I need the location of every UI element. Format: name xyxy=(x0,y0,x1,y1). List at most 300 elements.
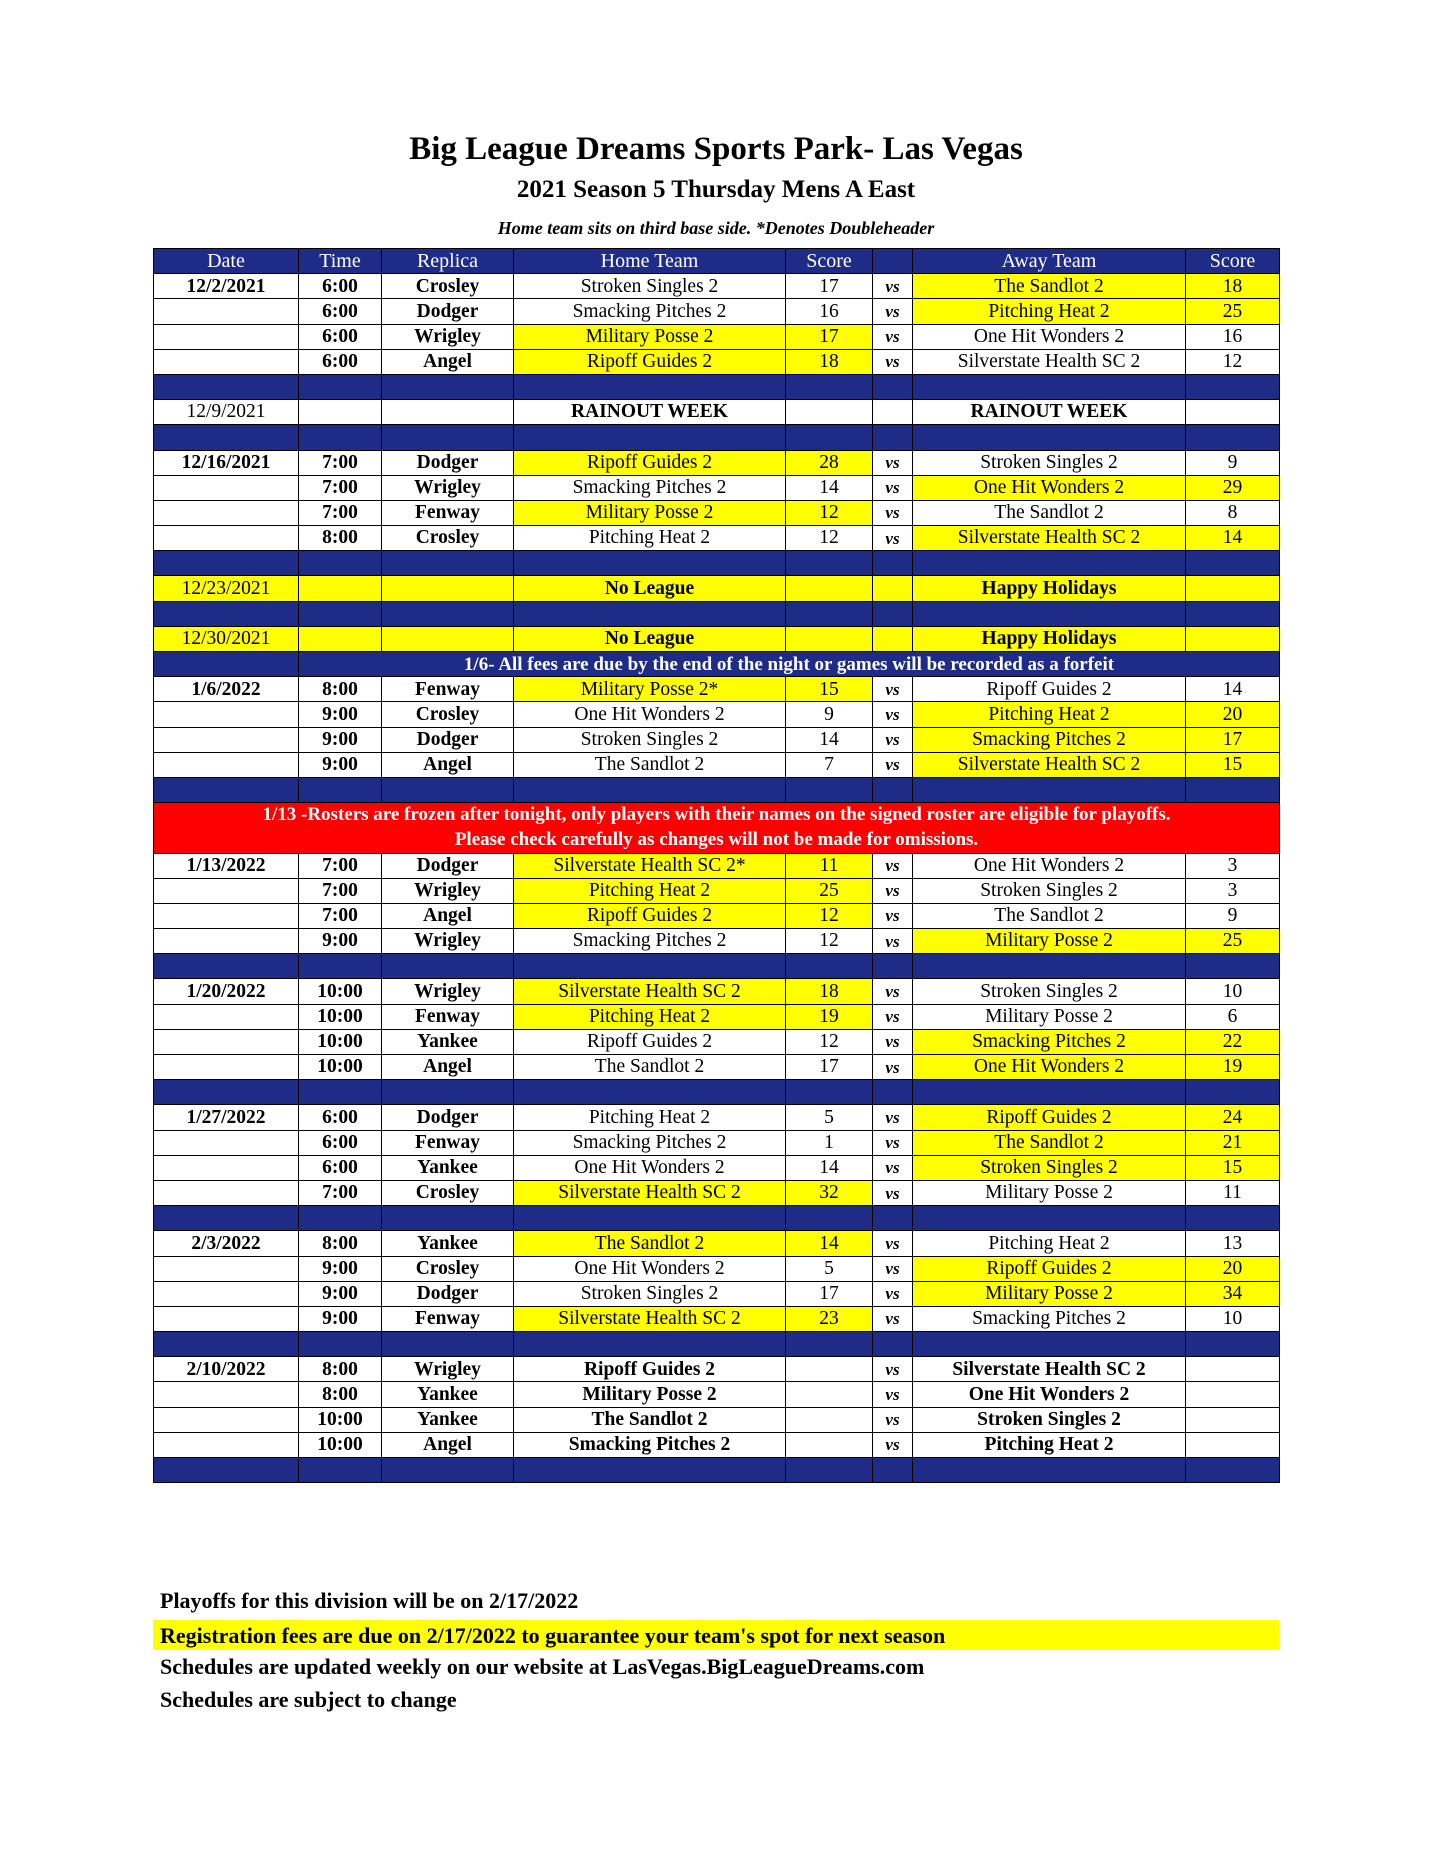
vs-cell: vs xyxy=(873,475,913,500)
game-row xyxy=(154,929,1280,954)
vs-cell: vs xyxy=(873,1029,913,1054)
time-cell: 6:00 xyxy=(299,1130,382,1155)
separator-cell xyxy=(786,1206,873,1231)
date-cell xyxy=(154,1155,299,1180)
away-team-cell: One Hit Wonders 2 xyxy=(913,1055,1186,1080)
vs-cell: vs xyxy=(873,1231,913,1256)
separator-row xyxy=(154,601,1280,626)
away-score-cell xyxy=(1186,626,1280,651)
date-cell: 1/27/2022 xyxy=(154,1105,299,1130)
time-cell: 9:00 xyxy=(299,752,382,777)
date-cell xyxy=(154,526,299,551)
date-cell xyxy=(154,1281,299,1306)
home-team-cell: Silverstate Health SC 2 xyxy=(514,979,786,1004)
separator-cell xyxy=(154,777,299,802)
time-cell xyxy=(299,626,382,651)
date-cell xyxy=(154,1029,299,1054)
home-score-cell: 11 xyxy=(786,853,873,878)
away-score-cell: 15 xyxy=(1186,1155,1280,1180)
home-team-cell: Ripoff Guides 2 xyxy=(514,1029,786,1054)
away-score-cell xyxy=(1186,1357,1280,1382)
time-cell: 9:00 xyxy=(299,727,382,752)
game-row xyxy=(154,727,1280,752)
date-cell xyxy=(154,1407,299,1432)
separator-cell xyxy=(913,954,1186,979)
separator-cell xyxy=(514,601,786,626)
home-team-cell: The Sandlot 2 xyxy=(514,752,786,777)
away-team-cell: Stroken Singles 2 xyxy=(913,878,1186,903)
away-score-cell xyxy=(1186,400,1280,425)
separator-cell xyxy=(154,1206,299,1231)
separator-cell xyxy=(873,551,913,576)
away-team-cell: Stroken Singles 2 xyxy=(913,1155,1186,1180)
date-cell xyxy=(154,1004,299,1029)
home-team-cell: Stroken Singles 2 xyxy=(514,727,786,752)
game-row xyxy=(154,1306,1280,1331)
vs-cell: vs xyxy=(873,752,913,777)
game-row xyxy=(154,1180,1280,1205)
column-header: Score xyxy=(786,249,873,274)
separator-row xyxy=(154,374,1280,399)
replica-cell xyxy=(382,626,514,651)
home-team-cell: The Sandlot 2 xyxy=(514,1231,786,1256)
away-score-cell: 18 xyxy=(1186,274,1280,299)
replica-cell: Fenway xyxy=(382,1004,514,1029)
away-score-cell: 10 xyxy=(1186,1306,1280,1331)
time-cell: 7:00 xyxy=(299,500,382,525)
time-cell: 7:00 xyxy=(299,1180,382,1205)
date-cell: 1/13/2022 xyxy=(154,853,299,878)
replica-cell: Wrigley xyxy=(382,475,514,500)
replica-cell: Yankee xyxy=(382,1407,514,1432)
home-team-cell: Pitching Heat 2 xyxy=(514,878,786,903)
home-score-cell xyxy=(786,400,873,425)
home-team-cell: Smacking Pitches 2 xyxy=(514,299,786,324)
away-score-cell: 19 xyxy=(1186,1055,1280,1080)
notice-text: 1/6- All fees are due by the end of the night or games will be recorded as a forfeit xyxy=(299,652,1280,677)
date-cell: 12/16/2021 xyxy=(154,450,299,475)
away-score-cell: 11 xyxy=(1186,1180,1280,1205)
replica-cell: Crosley xyxy=(382,1180,514,1205)
away-score-cell: 21 xyxy=(1186,1130,1280,1155)
away-team-cell: Silverstate Health SC 2 xyxy=(913,1357,1186,1382)
replica-cell: Angel xyxy=(382,1055,514,1080)
home-score-cell: 17 xyxy=(786,1055,873,1080)
separator-cell xyxy=(913,601,1186,626)
separator-cell xyxy=(873,1458,913,1483)
separator-cell xyxy=(1186,374,1280,399)
registration-note xyxy=(153,1620,1279,1650)
home-score-cell: 12 xyxy=(786,903,873,928)
away-team-cell: Stroken Singles 2 xyxy=(913,450,1186,475)
time-cell: 8:00 xyxy=(299,526,382,551)
away-team-cell: One Hit Wonders 2 xyxy=(913,1382,1186,1407)
separator-cell xyxy=(154,601,299,626)
separator-cell xyxy=(514,1332,786,1357)
away-score-cell xyxy=(1186,1407,1280,1432)
home-team-cell: RAINOUT WEEK xyxy=(514,400,786,425)
column-header: Date xyxy=(154,249,299,274)
date-cell xyxy=(154,1382,299,1407)
replica-cell: Dodger xyxy=(382,727,514,752)
home-team-cell: Smacking Pitches 2 xyxy=(514,1432,786,1457)
separator-row xyxy=(154,1206,1280,1231)
replica-cell xyxy=(382,576,514,601)
replica-cell: Angel xyxy=(382,903,514,928)
separator-cell xyxy=(873,601,913,626)
away-team-cell: The Sandlot 2 xyxy=(913,1130,1186,1155)
home-team-cell: Military Posse 2* xyxy=(514,677,786,702)
away-team-cell: Pitching Heat 2 xyxy=(913,1432,1186,1457)
away-team-cell: Smacking Pitches 2 xyxy=(913,727,1186,752)
time-cell: 10:00 xyxy=(299,979,382,1004)
game-row xyxy=(154,1130,1280,1155)
away-score-cell: 15 xyxy=(1186,752,1280,777)
separator-cell xyxy=(873,1206,913,1231)
time-cell: 6:00 xyxy=(299,299,382,324)
home-team-cell: The Sandlot 2 xyxy=(514,1407,786,1432)
time-cell: 10:00 xyxy=(299,1432,382,1457)
replica-cell: Angel xyxy=(382,752,514,777)
time-cell: 9:00 xyxy=(299,1306,382,1331)
registration-note-text: Registration fees are due on 2/17/2022 to guarantee your team's spot for next season xyxy=(160,1623,946,1648)
date-cell xyxy=(154,1180,299,1205)
vs-cell: vs xyxy=(873,1281,913,1306)
game-row xyxy=(154,1029,1280,1054)
game-row xyxy=(154,752,1280,777)
home-team-cell: Ripoff Guides 2 xyxy=(514,1357,786,1382)
home-team-cell: No League xyxy=(514,626,786,651)
vs-cell xyxy=(873,400,913,425)
game-row xyxy=(154,853,1280,878)
away-score-cell: 9 xyxy=(1186,450,1280,475)
away-team-cell: Smacking Pitches 2 xyxy=(913,1306,1186,1331)
separator-cell xyxy=(913,425,1186,450)
time-cell xyxy=(299,400,382,425)
vs-cell: vs xyxy=(873,677,913,702)
away-score-cell: 34 xyxy=(1186,1281,1280,1306)
game-row xyxy=(154,274,1280,299)
away-team-cell: One Hit Wonders 2 xyxy=(913,324,1186,349)
replica-cell: Wrigley xyxy=(382,324,514,349)
separator-cell xyxy=(299,551,382,576)
date-cell xyxy=(154,727,299,752)
vs-cell: vs xyxy=(873,1105,913,1130)
away-team-cell: The Sandlot 2 xyxy=(913,274,1186,299)
away-score-cell: 3 xyxy=(1186,853,1280,878)
replica-cell: Angel xyxy=(382,1432,514,1457)
away-score-cell: 14 xyxy=(1186,677,1280,702)
game-row xyxy=(154,475,1280,500)
home-score-cell: 7 xyxy=(786,752,873,777)
website-note: Schedules are updated weekly on our website at LasVegas.BigLeagueDreams.com xyxy=(160,1654,925,1679)
vs-cell: vs xyxy=(873,1306,913,1331)
away-score-cell: 20 xyxy=(1186,1256,1280,1281)
page-subtitle: 2021 Season 5 Thursday Mens A East xyxy=(516,176,916,203)
vs-cell: vs xyxy=(873,450,913,475)
game-row xyxy=(154,324,1280,349)
home-score-cell xyxy=(786,576,873,601)
separator-cell xyxy=(382,374,514,399)
vs-cell: vs xyxy=(873,1357,913,1382)
home-score-cell: 16 xyxy=(786,299,873,324)
playoffs-note: Playoffs for this division will be on 2/17/2022 xyxy=(160,1588,579,1613)
separator-cell xyxy=(514,374,786,399)
away-score-cell: 14 xyxy=(1186,526,1280,551)
away-score-cell: 9 xyxy=(1186,903,1280,928)
separator-cell xyxy=(382,1080,514,1105)
notice-date-cell xyxy=(154,652,299,677)
home-team-cell: No League xyxy=(514,576,786,601)
home-team-cell: Smacking Pitches 2 xyxy=(514,1130,786,1155)
separator-cell xyxy=(299,374,382,399)
separator-cell xyxy=(913,374,1186,399)
away-score-cell: 17 xyxy=(1186,727,1280,752)
vs-cell: vs xyxy=(873,1256,913,1281)
date-cell: 2/3/2022 xyxy=(154,1231,299,1256)
game-row xyxy=(154,1407,1280,1432)
vs-cell: vs xyxy=(873,1155,913,1180)
replica-cell: Dodger xyxy=(382,450,514,475)
home-team-cell: The Sandlot 2 xyxy=(514,1055,786,1080)
alert-text-line: 1/13 -Rosters are frozen after tonight, only players with their names on the signed roster are eligible for playoffs. xyxy=(262,804,1171,826)
separator-cell xyxy=(154,954,299,979)
separator-cell xyxy=(1186,1080,1280,1105)
date-cell: 12/23/2021 xyxy=(154,576,299,601)
time-cell: 7:00 xyxy=(299,878,382,903)
replica-cell: Fenway xyxy=(382,1130,514,1155)
away-score-cell: 29 xyxy=(1186,475,1280,500)
separator-cell xyxy=(514,777,786,802)
separator-cell xyxy=(913,1458,1186,1483)
game-row xyxy=(154,1231,1280,1256)
notice-row xyxy=(154,652,1280,677)
time-cell: 9:00 xyxy=(299,1256,382,1281)
home-team-cell: Silverstate Health SC 2* xyxy=(514,853,786,878)
home-team-cell: One Hit Wonders 2 xyxy=(514,702,786,727)
away-team-cell: The Sandlot 2 xyxy=(913,500,1186,525)
replica-cell: Wrigley xyxy=(382,929,514,954)
separator-cell xyxy=(299,954,382,979)
vs-cell xyxy=(873,576,913,601)
away-team-cell: Military Posse 2 xyxy=(913,1180,1186,1205)
separator-cell xyxy=(382,777,514,802)
game-row xyxy=(154,299,1280,324)
time-cell: 6:00 xyxy=(299,324,382,349)
replica-cell: Crosley xyxy=(382,274,514,299)
game-row xyxy=(154,1256,1280,1281)
game-row xyxy=(154,1382,1280,1407)
away-score-cell: 6 xyxy=(1186,1004,1280,1029)
home-team-cell: Smacking Pitches 2 xyxy=(514,475,786,500)
alert-cell xyxy=(154,803,1280,853)
away-score-cell: 25 xyxy=(1186,929,1280,954)
away-team-cell: RAINOUT WEEK xyxy=(913,400,1186,425)
vs-cell: vs xyxy=(873,1004,913,1029)
separator-row xyxy=(154,551,1280,576)
game-row xyxy=(154,702,1280,727)
replica-cell: Yankee xyxy=(382,1382,514,1407)
date-cell xyxy=(154,878,299,903)
separator-cell xyxy=(1186,425,1280,450)
separator-cell xyxy=(514,1458,786,1483)
separator-cell xyxy=(913,1080,1186,1105)
replica-cell: Crosley xyxy=(382,702,514,727)
away-team-cell: Pitching Heat 2 xyxy=(913,299,1186,324)
separator-cell xyxy=(154,1458,299,1483)
away-team-cell: Military Posse 2 xyxy=(913,1004,1186,1029)
home-score-cell: 17 xyxy=(786,1281,873,1306)
separator-cell xyxy=(786,601,873,626)
separator-cell xyxy=(514,954,786,979)
date-cell xyxy=(154,1055,299,1080)
date-cell xyxy=(154,929,299,954)
separator-cell xyxy=(514,551,786,576)
date-cell: 12/2/2021 xyxy=(154,274,299,299)
separator-cell xyxy=(299,1080,382,1105)
home-score-cell: 12 xyxy=(786,526,873,551)
separator-cell xyxy=(873,1080,913,1105)
away-team-cell: One Hit Wonders 2 xyxy=(913,475,1186,500)
date-cell xyxy=(154,500,299,525)
date-cell xyxy=(154,903,299,928)
time-cell: 10:00 xyxy=(299,1407,382,1432)
date-cell xyxy=(154,1432,299,1457)
vs-cell: vs xyxy=(873,878,913,903)
change-note: Schedules are subject to change xyxy=(160,1687,457,1712)
away-team-cell: Ripoff Guides 2 xyxy=(913,1105,1186,1130)
away-score-cell: 8 xyxy=(1186,500,1280,525)
date-cell: 12/30/2021 xyxy=(154,626,299,651)
separator-row xyxy=(154,1332,1280,1357)
game-row xyxy=(154,1357,1280,1382)
vs-cell: vs xyxy=(873,903,913,928)
vs-cell: vs xyxy=(873,727,913,752)
vs-cell: vs xyxy=(873,526,913,551)
separator-cell xyxy=(873,425,913,450)
home-team-cell: Ripoff Guides 2 xyxy=(514,903,786,928)
home-score-cell xyxy=(786,1432,873,1457)
home-team-cell: Silverstate Health SC 2 xyxy=(514,1306,786,1331)
time-cell: 7:00 xyxy=(299,853,382,878)
separator-cell xyxy=(299,1206,382,1231)
time-cell: 7:00 xyxy=(299,475,382,500)
replica-cell xyxy=(382,400,514,425)
away-team-cell: One Hit Wonders 2 xyxy=(913,853,1186,878)
separator-cell xyxy=(913,1206,1186,1231)
time-cell: 8:00 xyxy=(299,677,382,702)
time-cell: 8:00 xyxy=(299,1231,382,1256)
home-team-cell: Military Posse 2 xyxy=(514,324,786,349)
page-title: Big League Dreams Sports Park- Las Vegas xyxy=(409,131,1023,167)
away-score-cell: 12 xyxy=(1186,349,1280,374)
date-cell: 12/9/2021 xyxy=(154,400,299,425)
away-team-cell: Happy Holidays xyxy=(913,626,1186,651)
time-cell: 6:00 xyxy=(299,274,382,299)
replica-cell: Wrigley xyxy=(382,878,514,903)
away-team-cell: Military Posse 2 xyxy=(913,929,1186,954)
away-team-cell: Happy Holidays xyxy=(913,576,1186,601)
separator-cell xyxy=(154,425,299,450)
separator-row xyxy=(154,425,1280,450)
home-score-cell xyxy=(786,1407,873,1432)
vs-cell: vs xyxy=(873,274,913,299)
home-score-cell: 17 xyxy=(786,324,873,349)
separator-cell xyxy=(382,551,514,576)
date-cell xyxy=(154,324,299,349)
replica-cell: Wrigley xyxy=(382,979,514,1004)
home-team-cell: Stroken Singles 2 xyxy=(514,1281,786,1306)
away-team-cell: The Sandlot 2 xyxy=(913,903,1186,928)
replica-cell: Dodger xyxy=(382,853,514,878)
away-score-cell: 25 xyxy=(1186,299,1280,324)
home-team-cell: Smacking Pitches 2 xyxy=(514,929,786,954)
special-row xyxy=(154,626,1280,651)
away-team-cell: Silverstate Health SC 2 xyxy=(913,752,1186,777)
separator-cell xyxy=(913,551,1186,576)
home-score-cell: 19 xyxy=(786,1004,873,1029)
separator-cell xyxy=(382,1458,514,1483)
replica-cell: Fenway xyxy=(382,500,514,525)
vs-cell: vs xyxy=(873,1407,913,1432)
date-cell: 1/20/2022 xyxy=(154,979,299,1004)
game-row xyxy=(154,979,1280,1004)
home-score-cell: 5 xyxy=(786,1105,873,1130)
vs-cell: vs xyxy=(873,299,913,324)
replica-cell: Dodger xyxy=(382,299,514,324)
game-row xyxy=(154,526,1280,551)
home-score-cell: 14 xyxy=(786,1155,873,1180)
replica-cell: Yankee xyxy=(382,1155,514,1180)
home-score-cell: 12 xyxy=(786,929,873,954)
date-cell xyxy=(154,702,299,727)
game-row xyxy=(154,450,1280,475)
home-team-cell: Pitching Heat 2 xyxy=(514,1105,786,1130)
vs-cell: vs xyxy=(873,702,913,727)
home-score-cell: 15 xyxy=(786,677,873,702)
home-score-cell: 18 xyxy=(786,979,873,1004)
separator-cell xyxy=(873,777,913,802)
date-cell xyxy=(154,349,299,374)
game-row xyxy=(154,500,1280,525)
replica-cell: Angel xyxy=(382,349,514,374)
replica-cell: Crosley xyxy=(382,526,514,551)
home-score-cell xyxy=(786,1382,873,1407)
time-cell: 8:00 xyxy=(299,1357,382,1382)
away-score-cell xyxy=(1186,1382,1280,1407)
away-score-cell xyxy=(1186,576,1280,601)
separator-cell xyxy=(786,551,873,576)
column-header xyxy=(873,249,913,274)
replica-cell: Fenway xyxy=(382,1306,514,1331)
time-cell: 6:00 xyxy=(299,349,382,374)
special-row xyxy=(154,576,1280,601)
game-row xyxy=(154,1105,1280,1130)
separator-cell xyxy=(786,954,873,979)
separator-cell xyxy=(382,601,514,626)
date-cell xyxy=(154,1130,299,1155)
separator-cell xyxy=(1186,1458,1280,1483)
separator-cell xyxy=(514,425,786,450)
home-score-cell: 32 xyxy=(786,1180,873,1205)
home-score-cell xyxy=(786,626,873,651)
vs-cell: vs xyxy=(873,1432,913,1457)
home-team-cell: Military Posse 2 xyxy=(514,1382,786,1407)
separator-cell xyxy=(786,1458,873,1483)
replica-cell: Dodger xyxy=(382,1281,514,1306)
time-cell: 10:00 xyxy=(299,1004,382,1029)
separator-cell xyxy=(299,1458,382,1483)
